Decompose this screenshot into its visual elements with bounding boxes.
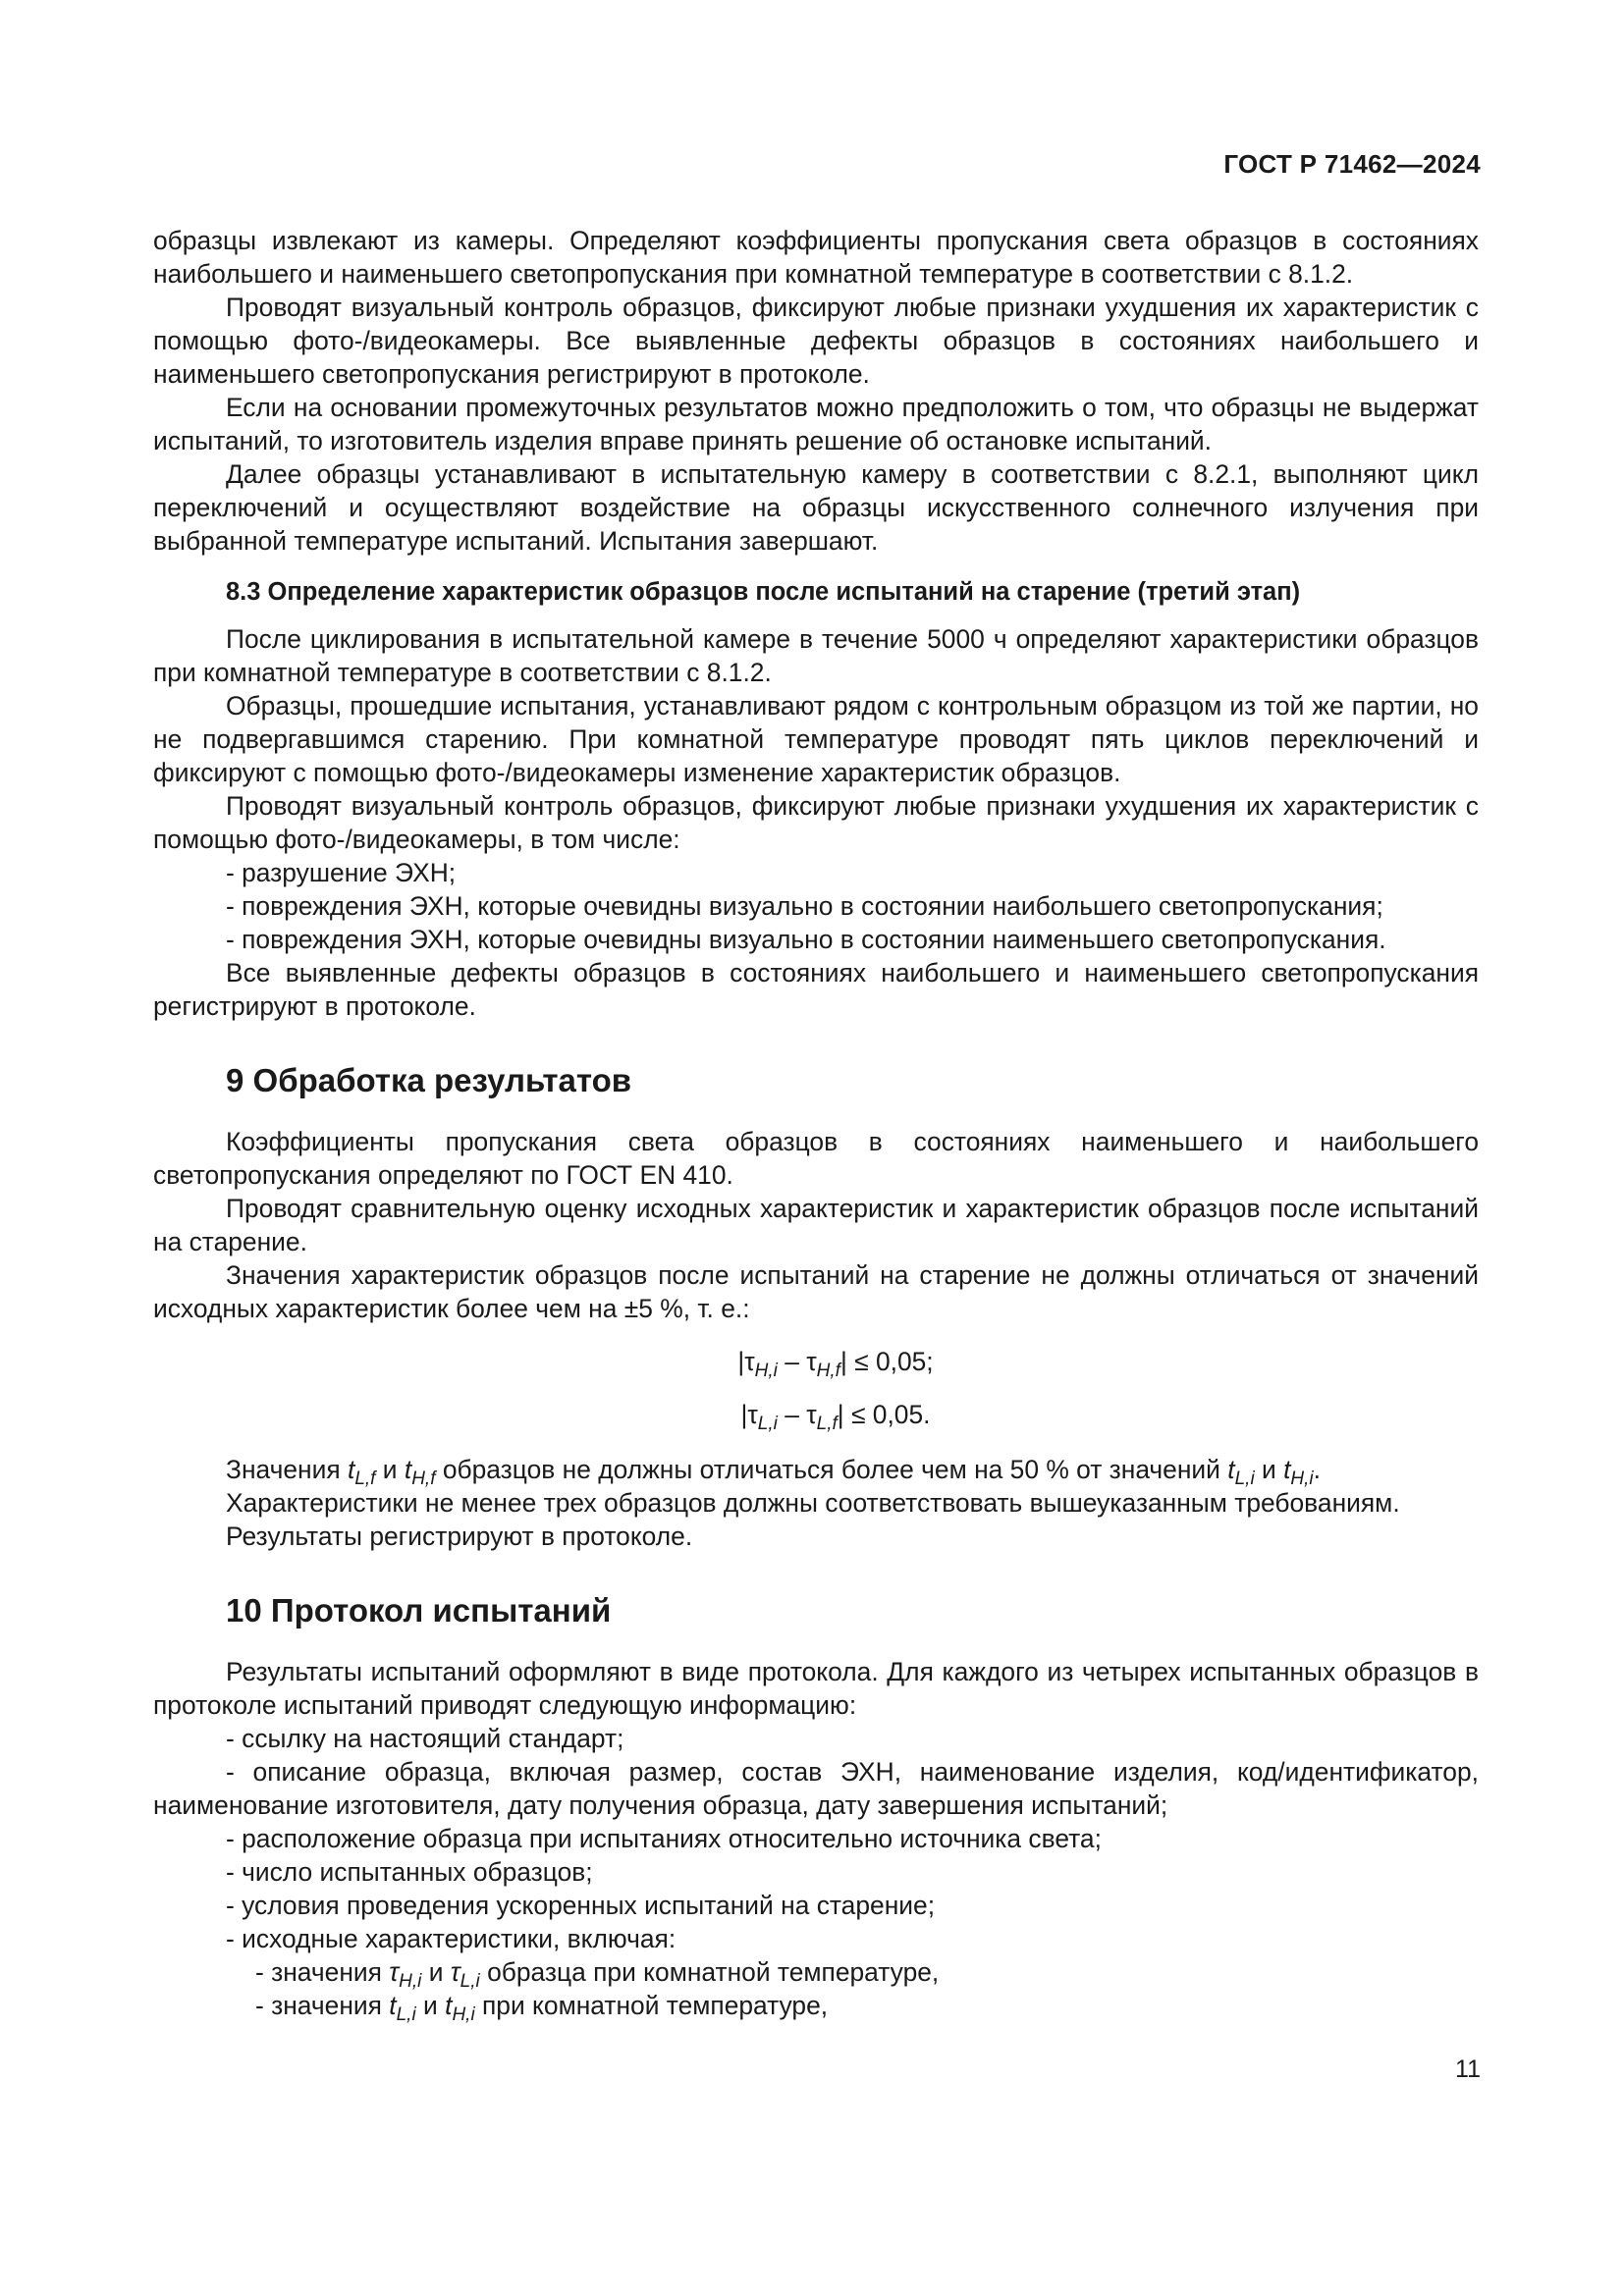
page-content bbox=[153, 224, 1479, 2025]
paragraph: Результаты испытаний оформляют в виде протокола. Для каждого из четырех испытанных образцов в протоколе испытаний приводят следующую информацию: bbox=[153, 1657, 1479, 1720]
document-id-header: ГОСТ Р 71462—2024 bbox=[1223, 149, 1481, 179]
paragraph: Характеристики не менее трех образцов должны соответствовать вышеуказанным требованиям. bbox=[226, 1488, 1400, 1518]
paragraph: Проводят визуальный контроль образцов, фиксируют любые признаки ухудшения их характеристик с помощью фото-/видеокамеры. Все выявленные дефекты образцов в состояниях наибольшего и наименьшего светопропускания регистрируют в протоколе. bbox=[153, 293, 1479, 389]
paragraph: Далее образцы устанавливают в испытательную камеру в соответствии с 8.2.1, выполняют цикл переключений и осуществляют воздействие на образцы искусственного солнечного излучения при выбранной температуре испытаний. Испытания завершают. bbox=[153, 459, 1479, 556]
sub-list-item: - значения $\tau_{H,i}$ и $\tau_{L,i}$ образца при комнатной температуре, bbox=[255, 1957, 940, 1992]
paragraph: Все выявленные дефекты образцов в состояниях наибольшего и наименьшего светопропускания регистрируют в протоколе. bbox=[153, 958, 1479, 1021]
paragraph: После циклирования в испытательной камере в течение 5000 ч определяют характеристики образцов при комнатной температуре в соответствии с 8.1.2. bbox=[153, 624, 1479, 687]
formula-high-transmittance: $|\tau_{H,i} - \tau_{H,f}| \le 0,05$; bbox=[737, 1347, 934, 1381]
section-heading-10: 10 Протокол испытаний bbox=[226, 1592, 612, 1629]
list-item: - расположение образца при испытаниях относительно источника света; bbox=[226, 1824, 1102, 1853]
paragraph: Коэффициенты пропускания света образцов в состояниях наименьшего и наибольшего светопропускания определяют по ГОСТ EN 410. bbox=[153, 1127, 1479, 1190]
paragraph: Если на основании промежуточных результатов можно предположить о том, что образцы не выдержат испытаний, то изготовитель изделия вправе принять решение об остановке испытаний. bbox=[153, 393, 1479, 455]
paragraph: Проводят визуальный контроль образцов, фиксируют любые признаки ухудшения их характеристик с помощью фото-/видеокамеры, в том числе: bbox=[153, 791, 1479, 854]
paragraph: Проводят сравнительную оценку исходных характеристик и характеристик образцов после испытаний на старение. bbox=[153, 1194, 1479, 1256]
paragraph: Результаты регистрируют в протоколе. bbox=[226, 1522, 693, 1551]
list-item: - исходные характеристики, включая: bbox=[226, 1924, 677, 1953]
paragraph: образцы извлекают из камеры. Определяют коэффициенты пропускания света образцов в состояниях наибольшего и наименьшего светопропускания при комнатной температуре в соответствии с 8.1.2. bbox=[153, 226, 1479, 289]
list-item: - описание образца, включая размер, состав ЭХН, наименование изделия, код/идентификатор, наименование изготовителя, дату получения образца, дату завершения испытаний; bbox=[153, 1757, 1479, 1820]
list-item: - число испытанных образцов; bbox=[226, 1857, 593, 1887]
sub-list-item: - значения $t_{L,i}$ и $t_{H,i}$ при комнатной температуре, bbox=[255, 1991, 829, 2025]
section-heading-9: 9 Обработка результатов bbox=[226, 1062, 632, 1098]
list-item: - повреждения ЭХН, которые очевидны визуально в состоянии наименьшего светопропускания. bbox=[226, 925, 1386, 954]
list-item: - условия проведения ускоренных испытаний на старение; bbox=[226, 1891, 936, 1920]
list-item: - разрушение ЭХН; bbox=[226, 858, 457, 887]
list-item: - повреждения ЭХН, которые очевидны визуально в состоянии наибольшего светопропускания; bbox=[226, 891, 1383, 921]
paragraph: Значения характеристик образцов после испытаний на старение не должны отличаться от значений исходных характеристик более чем на ±5 %, т. е.: bbox=[153, 1260, 1479, 1323]
formula-low-transmittance: $|\tau_{L,i} - \tau_{L,f}| \le 0,05$. bbox=[740, 1400, 931, 1434]
subsection-heading-8-3: 8.3 Определение характеристик образцов после испытаний на старение (третий этап) bbox=[226, 578, 1301, 606]
paragraph: Образцы, прошедшие испытания, устанавливают рядом с контрольным образцом из той же партии, но не подвергавшимся старению. При комнатной температуре проводят пять циклов переключений и фиксируют с помощью фото-/видеокамеры изменение характеристик образцов. bbox=[153, 691, 1479, 787]
paragraph: Значения $t_{L,f}$ и $t_{H,f}$ образцов не должны отличаться более чем на 50 % от значений $t_{L,i}$ и $t_{H,i}$. bbox=[226, 1455, 1321, 1489]
page-number: 11 bbox=[1455, 2056, 1481, 2083]
list-item: - ссылку на настоящий стандарт; bbox=[226, 1724, 624, 1753]
